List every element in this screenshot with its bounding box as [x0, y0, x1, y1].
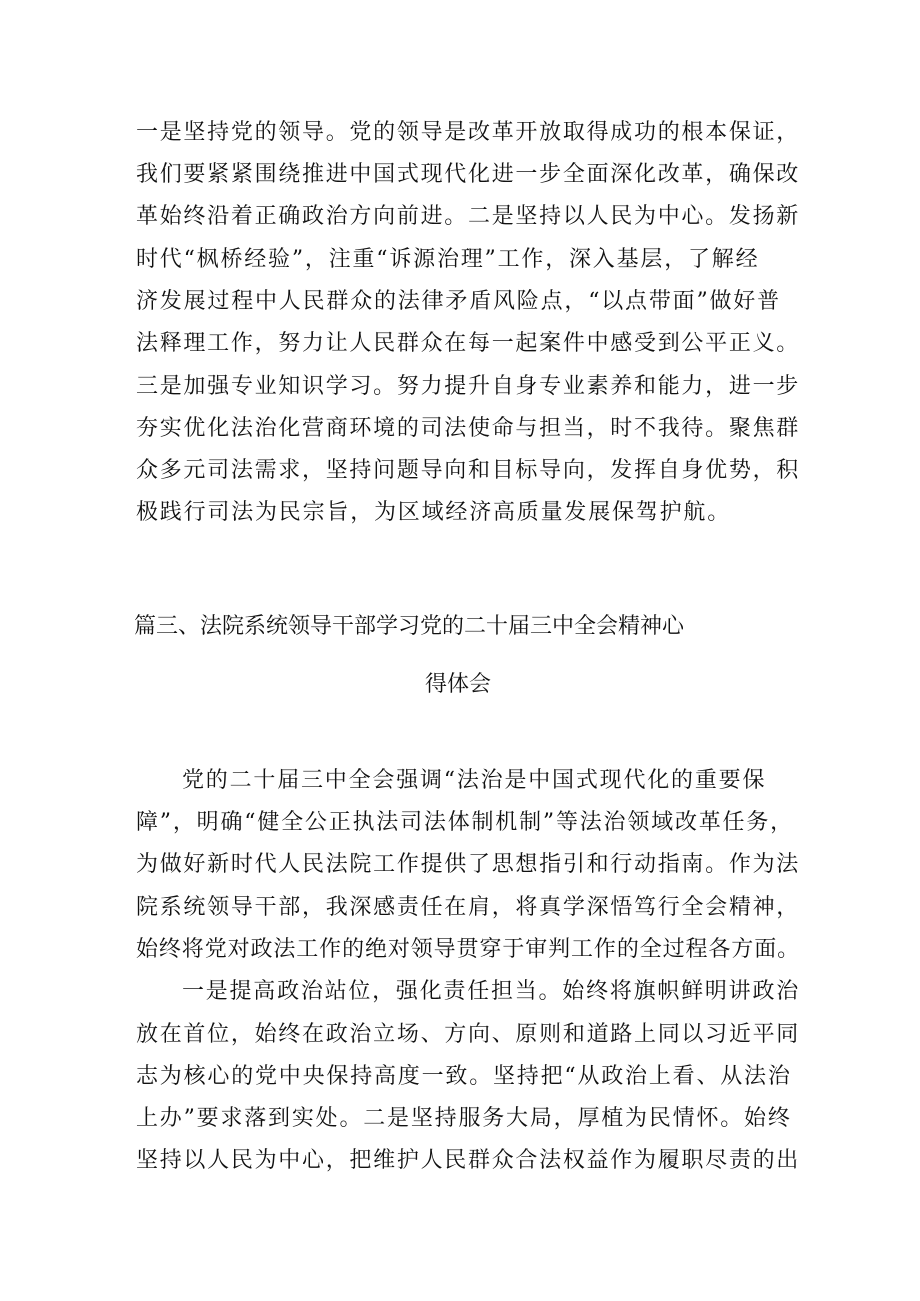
section-heading-line-2: 得体会 — [425, 672, 492, 697]
paragraph-line: 始终将党对政法工作的绝对领导贯穿于审判工作的全过程各方面。 — [136, 937, 800, 962]
paragraph-line: 障”，明确“健全公正执法司法体制机制”等法治领域改革任务， — [136, 810, 794, 835]
paragraph-line: 法释理工作，努力让人民群众在每一起案件中感受到公平正义。 — [136, 331, 800, 356]
paragraph-line: 放在首位，始终在政治立场、方向、原则和道路上同以习近平同 — [136, 1022, 800, 1047]
paragraph-line: 我们要紧紧围绕推进中国式现代化进一步全面深化改革，确保改 — [136, 162, 800, 187]
paragraph-line: 院系统领导干部，我深感责任在肩，将真学深悟笃行全会精神， — [136, 895, 800, 920]
paragraph-line: 上办”要求落到实处。二是坚持服务大局，厚植为民情怀。始终 — [136, 1106, 792, 1131]
paragraph-line: 坚持以人民为中心，把维护人民群众合法权益作为履职尽责的出 — [136, 1148, 800, 1173]
paragraph-line: 一是提高政治站位，强化责任担当。始终将旗帜鲜明讲政治 — [182, 979, 800, 1004]
paragraph-line: 夯实优化法治化营商环境的司法使命与担当，时不我待。聚焦群 — [136, 416, 800, 441]
paragraph-line: 极践行司法为民宗旨，为区域经济高质量发展保驾护航。 — [136, 500, 732, 525]
paragraph-line: 革始终沿着正确政治方向前进。二是坚持以人民为中心。发扬新 — [136, 204, 800, 229]
paragraph-line: 济发展过程中人民群众的法律矛盾风险点，“以点带面”做好普 — [136, 289, 781, 314]
paragraph-line: 党的二十届三中全会强调“法治是中国式现代化的重要保 — [182, 768, 767, 793]
paragraph-line: 志为核心的党中央保持高度一致。坚持把“从政治上看、从法治 — [136, 1064, 792, 1089]
paragraph-line: 一是坚持党的领导。党的领导是改革开放取得成功的根本保证， — [136, 120, 800, 145]
section-heading-line-1: 篇三、法院系统领导干部学习党的二十届三中全会精神心 — [134, 614, 685, 639]
paragraph-line: 为做好新时代人民法院工作提供了思想指引和行动指南。作为法 — [136, 852, 800, 877]
paragraph-line: 众多元司法需求，坚持问题导向和目标导向，发挥自身优势，积 — [136, 458, 800, 483]
paragraph-line: 三是加强专业知识学习。努力提升自身专业素养和能力，进一步 — [136, 374, 800, 399]
paragraph-line: 时代“枫桥经验”，注重“诉源治理”工作，深入基层，了解经 — [136, 247, 760, 272]
